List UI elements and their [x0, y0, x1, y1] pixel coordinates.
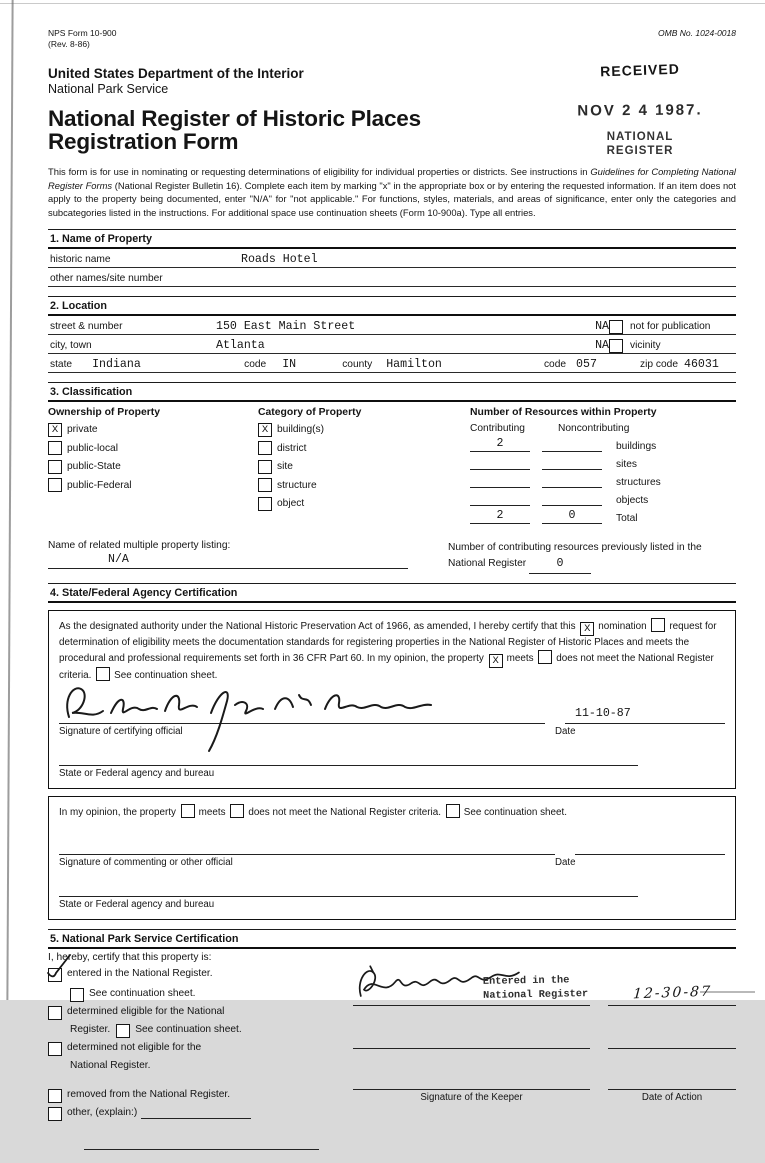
form-meta [48, 28, 736, 50]
buildings-checkbox: X [258, 423, 272, 437]
removed-item [48, 1088, 348, 1103]
related-listing-label: Name of related multiple property listing: [48, 539, 231, 551]
keeper-signature-line [353, 975, 590, 1006]
eligible-continuation-checkbox [116, 1024, 130, 1038]
other-item [48, 1106, 348, 1121]
ownership-private [48, 423, 258, 437]
vicinity-checkbox [609, 339, 623, 353]
agency-bureau-line [59, 751, 638, 766]
agency-bureau-line-2 [59, 882, 638, 897]
certification-paragraph [59, 618, 725, 683]
eligible-checkbox [48, 1006, 62, 1020]
section-location [48, 296, 736, 373]
public-state-checkbox [48, 460, 62, 474]
county-label: county [342, 358, 373, 370]
date-of-action-label: Date of Action [641, 1091, 703, 1103]
instructions-italic-title: Guidelines for Completing National Register Forms [48, 166, 736, 191]
ownership-title: Ownership of Property [48, 406, 161, 418]
other-names-value [186, 285, 736, 286]
private-checkbox: X [48, 423, 62, 437]
noncontributing-structures-value [542, 473, 602, 488]
instructions-part1: This form is for use in nominating or requesting determinations of eligibility for individual properties or districts. See instructions in [48, 166, 591, 178]
meets-label: meets [506, 652, 534, 664]
department-name: United States Department of the Interior [48, 66, 304, 82]
commenting-paragraph [59, 804, 725, 820]
resources-title: Number of Resources within Property [470, 406, 657, 418]
ownership-public-state [48, 460, 258, 474]
keeper-signature-label: Signature of the Keeper [420, 1091, 523, 1103]
site-label: site [277, 461, 293, 473]
buildings-row-label: buildings [616, 440, 657, 452]
related-listing-block [48, 540, 448, 574]
contributing-header: Contributing [470, 422, 525, 434]
form-number: NPS Form 10-900 [48, 28, 117, 38]
resources-row-structures [470, 473, 736, 488]
entered-continuation-label: See continuation sheet. [89, 988, 196, 1000]
state-code-value: IN [282, 357, 297, 371]
received-date-stamp: NOV 2 4 1987. [577, 101, 703, 120]
category-buildings [258, 423, 470, 437]
nomination-checkbox: X [580, 622, 594, 636]
buildings-label: building(s) [277, 424, 324, 436]
section-state-federal-certification [48, 583, 736, 920]
vicinity-label: vicinity [630, 339, 661, 351]
instructions-paragraph [48, 165, 736, 219]
national-stamp-line2: REGISTER [606, 144, 674, 157]
district-label: district [277, 442, 307, 454]
commenting-date-line [575, 838, 725, 855]
public-local-checkbox [48, 441, 62, 455]
removed-label: removed from the National Register. [67, 1089, 231, 1101]
blank-line-left [84, 1135, 319, 1150]
other-label: other, (explain:) [67, 1107, 138, 1119]
not-eligible-checkbox [48, 1042, 62, 1056]
previously-listed-block [448, 540, 736, 574]
request-label: request for determination of eligibility meets the documentation standards for registering properties in the National Register of Historic Places and meets the procedural and professional requirements set forth in 36 CFR Part 60. In my opinion, the property [59, 620, 717, 664]
blank-date-line-1 [608, 1034, 736, 1049]
public-federal-checkbox [48, 478, 62, 492]
agency-bureau-label-2: State or Federal agency and bureau [59, 898, 215, 910]
certifying-date-value: 11-10-87 [565, 707, 725, 724]
nps-cert-options [48, 967, 348, 1151]
other-names-row [48, 268, 736, 287]
zip-value: 46031 [684, 357, 719, 371]
related-listing-value: N/A [48, 553, 408, 569]
noncontributing-buildings-value [542, 437, 602, 452]
county-value: Hamilton [386, 357, 442, 371]
state-code-label: code [244, 358, 267, 370]
not-eligible-label-line1: determined not eligible for the [67, 1042, 202, 1054]
entered-item [48, 967, 348, 985]
public-federal-label: public-Federal [67, 479, 132, 491]
category-district [258, 441, 470, 455]
section-nps-certification [48, 929, 736, 1163]
contributing-structures-value [470, 473, 530, 488]
previously-listed-label: Number of contributing resources previously listed in the National Register [448, 541, 702, 570]
structures-row-label: structures [616, 476, 661, 488]
stamp-line1: Entered in the [482, 974, 570, 988]
section3-header: 3. Classification [48, 386, 736, 402]
public-state-label: public-State [67, 461, 121, 473]
object-checkbox [258, 497, 272, 511]
city-row [48, 335, 736, 354]
category-object [258, 497, 470, 511]
certifying-signature-label: Signature of certifying official [59, 725, 183, 737]
handwritten-checkmark [44, 957, 72, 985]
national-stamp-line1: NATIONAL [606, 131, 674, 143]
request-checkbox [651, 618, 665, 632]
noncontributing-sites-value [542, 455, 602, 470]
stamp-line2: National Register [482, 987, 589, 1002]
does-not-meet-label-2: does not meet the National Register criteria. [248, 806, 441, 818]
street-value: 150 East Main Street [216, 319, 356, 333]
not-eligible-item [48, 1041, 348, 1056]
site-checkbox [258, 460, 272, 474]
commenting-official-box [48, 796, 736, 920]
certification-text-1: As the designated authority under the National Historic Preservation Act of 1966, as amended, I hereby certify that this [59, 620, 576, 632]
not-for-publication-label: not for publication [630, 320, 711, 332]
does-not-meet-checkbox [538, 650, 552, 664]
see-continuation-label-2: See continuation sheet. [463, 806, 567, 818]
resources-row-buildings [470, 437, 736, 452]
state-row [48, 354, 736, 373]
received-stamp: RECEIVED [599, 60, 681, 80]
section2-header: 2. Location [48, 300, 736, 316]
noncontributing-objects-value [542, 491, 602, 506]
resources-row-total [470, 509, 736, 524]
certifying-official-signature [59, 677, 459, 733]
section1-header: 1. Name of Property [48, 233, 736, 249]
historic-name-value: Roads Hotel [241, 252, 318, 266]
ownership-public-local [48, 441, 258, 455]
commenting-text-1: In my opinion, the property [59, 806, 176, 818]
form-revision: (Rev. 8-86) [48, 39, 90, 50]
other-names-label: other names/site number [50, 272, 163, 284]
section4-header: 4. State/Federal Agency Certification [48, 587, 736, 603]
city-na-value: NA [595, 338, 609, 352]
object-label: object [277, 498, 305, 510]
objects-row-label: objects [616, 494, 649, 506]
entered-continuation-item [70, 987, 348, 1002]
other-explain-line [141, 1106, 251, 1119]
noncontributing-header: Noncontributing [558, 422, 630, 434]
meets-checkbox-2 [181, 804, 195, 818]
see-continuation-label: See continuation sheet. [114, 669, 218, 681]
form-title-line1: National Register of Historic Places [48, 105, 421, 131]
state-label: state [50, 358, 73, 370]
state-value: Indiana [92, 357, 141, 371]
commenting-date-label: Date [555, 856, 576, 868]
previously-listed-value: 0 [529, 555, 591, 573]
omb-number: OMB No. 1024-0018 [658, 28, 736, 38]
eligible-item-line2 [70, 1023, 348, 1038]
certifying-signature-line [59, 707, 545, 724]
contributing-buildings-value: 2 [470, 437, 530, 452]
section-name-of-property [48, 229, 736, 287]
keeper-signature-block [353, 975, 736, 1103]
public-local-label: public-local [67, 442, 118, 454]
county-code-label: code [543, 358, 567, 370]
certifying-official-box [48, 610, 736, 789]
agency-name: National Park Service [48, 81, 169, 96]
blank-date-line-2 [608, 1075, 736, 1090]
commenting-signature-line [59, 838, 555, 855]
noncontributing-total-value: 0 [542, 509, 602, 524]
contributing-sites-value [470, 455, 530, 470]
blank-signature-line-2 [353, 1075, 590, 1090]
meets-label-2: meets [198, 806, 226, 818]
structure-checkbox [258, 478, 272, 492]
agency-bureau-label: State or Federal agency and bureau [59, 767, 215, 779]
category-title: Category of Property [258, 406, 362, 418]
historic-name-row [48, 249, 736, 268]
historic-name-label: historic name [50, 253, 111, 265]
ownership-public-federal [48, 478, 258, 492]
action-date-line [608, 985, 736, 1006]
eligible-continuation-label: See continuation sheet. [135, 1024, 242, 1036]
other-checkbox [48, 1107, 62, 1121]
form-title-line2: Registration Form [48, 129, 239, 155]
resources-row-objects [470, 491, 736, 506]
section-classification [48, 382, 736, 574]
scan-edge-artifact [6, 0, 13, 1000]
county-code-value: 057 [576, 357, 597, 371]
eligible-label-line2: Register. [70, 1024, 111, 1036]
certifying-date-label: Date [555, 725, 576, 737]
instructions-part2: (National Register Bulletin 16). Complete each item by marking "x" in the appropriate box or by entering the requested information. If an item does not apply to the property being documented, enter "N/A" for "not applicable." For functions, styles, materials, and areas of significance, enter only the categories and subcategories listed in the instructions. For additional space use continuation sheets (Form 10-900a). Type all entries. [48, 179, 736, 218]
removed-checkbox [48, 1089, 62, 1103]
eligible-item [48, 1005, 348, 1020]
structure-label: structure [277, 479, 317, 491]
resources-column [470, 407, 736, 527]
city-label: city, town [50, 339, 92, 351]
street-row [48, 316, 736, 335]
not-eligible-label-line2: National Register. [70, 1060, 151, 1072]
sites-row-label: sites [616, 458, 637, 470]
entered-register-stamp [483, 974, 589, 1004]
city-value: Atlanta [216, 338, 265, 352]
contributing-objects-value [470, 491, 530, 506]
section5-header: 5. National Park Service Certification [48, 933, 736, 949]
nps-cert-intro: I, hereby, certify that this property is: [48, 951, 212, 963]
resources-row-sites [470, 455, 736, 470]
contributing-total-value: 2 [470, 509, 530, 524]
does-not-meet-label: does not meet the National Register criteria. [59, 652, 714, 681]
total-row-label: Total [616, 512, 638, 524]
ownership-column [48, 407, 258, 527]
action-date-value: 12-30-87 [632, 983, 712, 1003]
form-title [48, 107, 736, 155]
not-eligible-item-line2 [70, 1059, 348, 1073]
does-not-meet-checkbox-2 [230, 804, 244, 818]
zip-label: zip code [640, 358, 678, 370]
category-site [258, 460, 470, 474]
meets-checkbox: X [489, 654, 503, 668]
entered-label: entered in the National Register. [67, 967, 213, 979]
blank-signature-line-1 [353, 1034, 590, 1049]
see-continuation-checkbox-2 [446, 804, 460, 818]
commenting-signature-label: Signature of commenting or other official [59, 856, 233, 868]
street-label: street & number [50, 320, 123, 332]
category-structure [258, 478, 470, 492]
not-for-publication-checkbox [609, 320, 623, 334]
nomination-label: nomination [598, 620, 647, 632]
private-label: private [67, 424, 98, 436]
street-na-value: NA [595, 319, 609, 333]
district-checkbox [258, 441, 272, 455]
entered-continuation-checkbox [70, 988, 84, 1002]
eligible-label-line1: determined eligible for the National [67, 1006, 225, 1018]
category-column [258, 407, 470, 527]
